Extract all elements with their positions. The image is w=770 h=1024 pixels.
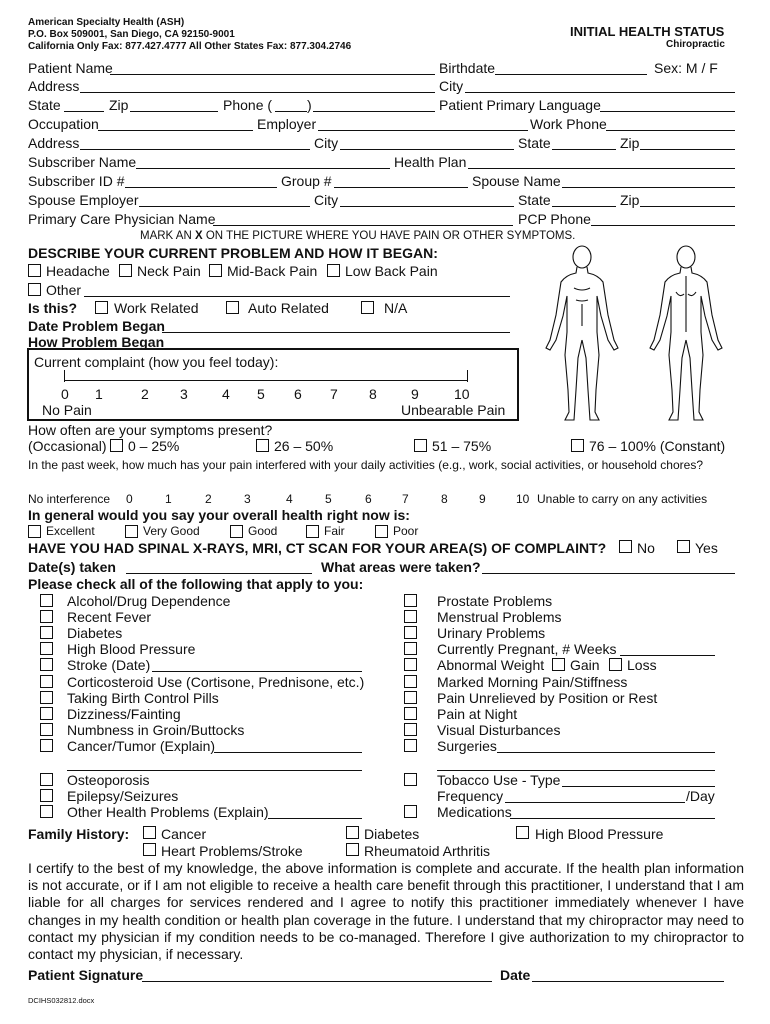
org-address: P.O. Box 509001, San Diego, CA 92150-9001: [28, 29, 235, 40]
imaging-yes-checkbox[interactable]: [677, 540, 690, 553]
cond-cancer-explain-input[interactable]: [214, 752, 362, 753]
spouse-name-input[interactable]: [562, 187, 735, 188]
health-very-good-label: Very Good: [143, 524, 200, 538]
health-plan-input[interactable]: [468, 168, 735, 169]
group-label: Group #: [281, 173, 332, 189]
mid-back-pain-checkbox[interactable]: [209, 264, 222, 277]
interference-low-label: No interference: [28, 492, 111, 506]
problem-heading: DESCRIBE YOUR CURRENT PROBLEM AND HOW IT BEGAN:: [28, 245, 438, 261]
cond-abnormal-weight-checkbox[interactable]: [404, 658, 417, 671]
spouse-state-label: State: [518, 192, 551, 208]
health-fair-checkbox[interactable]: [306, 525, 319, 538]
sex-label: Sex: M / F: [654, 60, 718, 76]
subscriber-id-input[interactable]: [125, 187, 277, 188]
interference-high-label: Unable to carry on any activities: [537, 492, 708, 506]
work-related-checkbox[interactable]: [95, 301, 108, 314]
dates-taken-label: Date(s) taken: [28, 559, 116, 575]
cond-birth-control-checkbox[interactable]: [40, 691, 53, 704]
cond-cancer-explain-input-2[interactable]: [67, 770, 362, 771]
health-poor-label: Poor: [393, 524, 419, 538]
headache-label: Headache: [46, 263, 110, 279]
cond-dizziness-checkbox[interactable]: [40, 707, 53, 720]
cond-tobacco-label: Tobacco Use - Type: [437, 772, 561, 788]
date-began-input[interactable]: [162, 332, 510, 333]
health-very-good-checkbox[interactable]: [125, 525, 138, 538]
pain-scale-label: Current complaint (how you feel today):: [34, 354, 279, 370]
cond-corticosteroid-checkbox[interactable]: [40, 675, 53, 688]
pain-scale-line[interactable]: [64, 380, 468, 381]
occupation-input[interactable]: [98, 130, 253, 131]
cond-osteoporosis-label: Osteoporosis: [67, 772, 150, 788]
state-label: State: [28, 97, 61, 113]
dates-taken-input[interactable]: [126, 573, 312, 574]
cond-epilepsy-checkbox[interactable]: [40, 789, 53, 802]
work-phone-input[interactable]: [606, 130, 735, 131]
spouse-zip-label: Zip: [620, 192, 640, 208]
family-rheumatoid-checkbox[interactable]: [346, 843, 359, 856]
date-began-label: Date Problem Began: [28, 318, 165, 334]
cond-cancer-label: Cancer/Tumor (Explain): [67, 738, 216, 754]
cond-prostate-checkbox[interactable]: [404, 594, 417, 607]
patient-name-input[interactable]: [110, 74, 435, 75]
pain-num-2[interactable]: 2: [141, 386, 149, 402]
form-title: INITIAL HEALTH STATUS: [570, 24, 725, 39]
interference-num-6[interactable]: 6: [365, 492, 372, 506]
employer-label: Employer: [257, 116, 317, 132]
freq-26-50-label: 26 – 50%: [274, 438, 334, 454]
cond-surgeries-input-2[interactable]: [437, 770, 715, 771]
cond-fever-label: Recent Fever: [67, 609, 152, 625]
family-diabetes-label: Diabetes: [364, 826, 420, 842]
auto-related-checkbox[interactable]: [226, 301, 239, 314]
auto-related-label: Auto Related: [248, 300, 329, 316]
address-input[interactable]: [80, 92, 435, 93]
employer-state-input[interactable]: [552, 149, 616, 150]
certification-text: I certify to the best of my knowledge, the above information is complete and accurate. If the health plan information is not accurate, or if I am not eligible to receive a health care benefit through this practitioner, I understand that I am liable for all charges for services rendered and I agree to notify this practitioner immediately whenever I have changes in my health condition or health plan coverage in the future. I understand that my chiropractor may need to contact my physician if my condition needs to be co-managed. Therefore I give authorization to my chiropractor to contact my physician, if necessary.: [28, 860, 744, 963]
phone-close: ): [307, 97, 312, 113]
cond-pain-night-label: Pain at Night: [437, 706, 518, 722]
cond-alcohol-label: Alcohol/Drug Dependence: [67, 593, 231, 609]
signature-input[interactable]: [142, 981, 492, 982]
family-heart-checkbox[interactable]: [143, 843, 156, 856]
health-good-checkbox[interactable]: [230, 525, 243, 538]
interference-num-0[interactable]: 0: [126, 492, 133, 506]
health-poor-checkbox[interactable]: [375, 525, 388, 538]
cond-pregnant-weeks-input[interactable]: [620, 655, 715, 656]
interference-num-7[interactable]: 7: [402, 492, 409, 506]
spouse-zip-input[interactable]: [640, 206, 735, 207]
neck-pain-checkbox[interactable]: [119, 264, 132, 277]
cond-tobacco-type-input[interactable]: [562, 786, 715, 787]
pcp-phone-input[interactable]: [591, 225, 735, 226]
cond-per-day-label: /Day: [686, 788, 715, 804]
pain-low-label: No Pain: [42, 402, 92, 418]
low-back-pain-label: Low Back Pain: [345, 263, 438, 279]
pain-num-8[interactable]: 8: [369, 386, 377, 402]
interference-question: In the past week, how much has your pain interfered with your daily activities (e.g., work, social activities, or household chores?: [28, 458, 703, 472]
cond-medications-checkbox[interactable]: [404, 805, 417, 818]
health-plan-label: Health Plan: [394, 154, 467, 170]
pain-num-6[interactable]: 6: [294, 386, 302, 402]
body-back-figure: [650, 246, 722, 420]
cond-numbness-label: Numbness in Groin/Buttocks: [67, 722, 245, 738]
spouse-city-input[interactable]: [340, 206, 514, 207]
cond-diabetes-checkbox[interactable]: [40, 626, 53, 639]
phone-label: Phone (: [223, 97, 273, 113]
employer-address-label: Address: [28, 135, 80, 151]
employer-zip-input[interactable]: [640, 149, 735, 150]
na-checkbox[interactable]: [361, 301, 374, 314]
cond-hbp-label: High Blood Pressure: [67, 641, 196, 657]
cond-surgeries-label: Surgeries: [437, 738, 497, 754]
subscriber-name-input[interactable]: [136, 168, 390, 169]
pain-scale-right-tick: [467, 370, 468, 382]
cond-urinary-checkbox[interactable]: [404, 626, 417, 639]
phone-area-input[interactable]: [275, 111, 307, 112]
occupation-label: Occupation: [28, 116, 99, 132]
cond-dizziness-label: Dizziness/Fainting: [67, 706, 181, 722]
work-phone-label: Work Phone: [530, 116, 607, 132]
cond-other-health-label: Other Health Problems (Explain): [67, 804, 269, 820]
interference-num-2[interactable]: 2: [205, 492, 212, 506]
freq-51-75-checkbox[interactable]: [414, 439, 427, 452]
cond-abnormal-weight-label: Abnormal Weight: [437, 657, 545, 673]
freq-76-100-checkbox[interactable]: [571, 439, 584, 452]
pain-num-10[interactable]: 10: [454, 386, 470, 402]
cond-pregnant-label: Currently Pregnant, # Weeks: [437, 641, 617, 657]
cond-menstrual-label: Menstrual Problems: [437, 609, 562, 625]
org-fax: California Only Fax: 877.427.4777 All Other States Fax: 877.304.2746: [28, 41, 352, 52]
employer-zip-label: Zip: [620, 135, 640, 151]
org-name: American Specialty Health (ASH): [28, 17, 185, 28]
cond-stroke-checkbox[interactable]: [40, 658, 53, 671]
cond-hbp-checkbox[interactable]: [40, 642, 53, 655]
spouse-employer-label: Spouse Employer: [28, 192, 139, 208]
signature-date-input[interactable]: [532, 981, 724, 982]
mark-instruction: MARK AN X ON THE PICTURE WHERE YOU HAVE PAIN OR OTHER SYMPTOMS.: [140, 230, 576, 242]
cond-fever-checkbox[interactable]: [40, 610, 53, 623]
areas-taken-input[interactable]: [482, 573, 735, 574]
imaging-yes-label: Yes: [695, 540, 718, 556]
signature-label: Patient Signature: [28, 967, 144, 983]
form-subtitle: Chiropractic: [666, 39, 725, 50]
zip-label: Zip: [109, 97, 129, 113]
employer-city-input[interactable]: [340, 149, 514, 150]
state-input[interactable]: [64, 111, 104, 112]
other-input[interactable]: [84, 296, 510, 297]
pain-num-7[interactable]: 7: [330, 386, 338, 402]
spouse-name-label: Spouse Name: [472, 173, 561, 189]
city-input[interactable]: [465, 92, 735, 93]
pain-scale-left-tick: [64, 370, 65, 382]
cond-weight-gain-label: Gain: [570, 657, 600, 673]
pcp-phone-label: PCP Phone: [518, 211, 591, 227]
cond-frequency-label: Frequency: [437, 788, 504, 804]
cond-visual-checkbox[interactable]: [404, 723, 417, 736]
imaging-question: HAVE YOU HAD SPINAL X-RAYS, MRI, CT SCAN FOR YOUR AREA(S) OF COMPLAINT?: [28, 540, 607, 556]
interference-num-8[interactable]: 8: [441, 492, 448, 506]
employer-input[interactable]: [318, 130, 528, 131]
family-cancer-checkbox[interactable]: [143, 826, 156, 839]
cond-other-health-checkbox[interactable]: [40, 805, 53, 818]
employer-city-label: City: [314, 135, 339, 151]
phone-input[interactable]: [313, 111, 435, 112]
family-rheumatoid-label: Rheumatoid Arthritis: [364, 843, 491, 859]
interference-num-9[interactable]: 9: [479, 492, 486, 506]
employer-address-input[interactable]: [80, 149, 310, 150]
imaging-no-label: No: [637, 540, 655, 556]
group-input[interactable]: [334, 187, 468, 188]
cond-menstrual-checkbox[interactable]: [404, 610, 417, 623]
areas-taken-label: What areas were taken?: [321, 559, 481, 575]
freq-26-50-checkbox[interactable]: [256, 439, 269, 452]
cond-pain-unrelieved-label: Pain Unrelieved by Position or Rest: [437, 690, 658, 706]
how-began-label: How Problem Began: [28, 334, 165, 350]
health-good-label: Good: [248, 524, 278, 538]
health-fair-label: Fair: [324, 524, 345, 538]
cond-prostate-label: Prostate Problems: [437, 593, 553, 609]
cond-visual-label: Visual Disturbances: [437, 722, 561, 738]
family-cancer-label: Cancer: [161, 826, 207, 842]
freq-0-25-checkbox[interactable]: [110, 439, 123, 452]
interference-num-5[interactable]: 5: [325, 492, 332, 506]
spouse-employer-input[interactable]: [139, 206, 310, 207]
cond-cancer-checkbox[interactable]: [40, 739, 53, 752]
cond-stroke-label: Stroke (Date): [67, 657, 151, 673]
low-back-pain-checkbox[interactable]: [327, 264, 340, 277]
interference-num-3[interactable]: 3: [244, 492, 251, 506]
general-health-question: In general would you say your overall health right now is:: [28, 507, 410, 523]
pain-num-3[interactable]: 3: [180, 386, 188, 402]
health-excellent-label: Excellent: [46, 524, 95, 538]
birthdate-input[interactable]: [495, 74, 647, 75]
other-checkbox[interactable]: [28, 283, 41, 296]
cond-morning-pain-label: Marked Morning Pain/Stiffness: [437, 674, 628, 690]
family-hbp-checkbox[interactable]: [516, 826, 529, 839]
cond-tobacco-checkbox[interactable]: [404, 773, 417, 786]
frequency-question: How often are your symptoms present?: [28, 422, 273, 438]
patient-name-label: Patient Name: [28, 60, 113, 76]
body-diagram[interactable]: [536, 240, 746, 425]
pcp-name-input[interactable]: [213, 225, 513, 226]
interference-num-1[interactable]: 1: [165, 492, 172, 506]
cond-alcohol-checkbox[interactable]: [40, 594, 53, 607]
language-label: Patient Primary Language: [439, 97, 601, 113]
cond-corticosteroid-label: Corticosteroid Use (Cortisone, Prednisone, etc.): [67, 674, 365, 690]
cond-weight-gain-checkbox[interactable]: [552, 658, 565, 671]
cond-other-health-input[interactable]: [268, 818, 362, 819]
pcp-name-label: Primary Care Physician Name: [28, 211, 216, 227]
interference-num-10[interactable]: 10: [516, 492, 530, 506]
na-label: N/A: [384, 300, 408, 316]
cond-weight-loss-checkbox[interactable]: [609, 658, 622, 671]
pain-num-4[interactable]: 4: [222, 386, 230, 402]
family-heart-label: Heart Problems/Stroke: [161, 843, 303, 859]
cond-diabetes-label: Diabetes: [67, 625, 123, 641]
spouse-city-label: City: [314, 192, 339, 208]
language-input[interactable]: [600, 111, 735, 112]
pain-num-5[interactable]: 5: [257, 386, 265, 402]
body-front-figure: [546, 246, 618, 420]
footer-doc-id: DCIHS032812.docx: [28, 996, 95, 1005]
city-label: City: [439, 78, 464, 94]
mid-back-pain-label: Mid-Back Pain: [227, 263, 318, 279]
cond-medications-label: Medications: [437, 804, 512, 820]
is-this-label: Is this?: [28, 300, 78, 316]
other-label: Other: [46, 282, 82, 298]
birthdate-label: Birthdate: [439, 60, 496, 76]
cond-medications-input[interactable]: [510, 818, 715, 819]
cond-pregnant-checkbox[interactable]: [404, 642, 417, 655]
neck-pain-label: Neck Pain: [137, 263, 201, 279]
spouse-state-input[interactable]: [552, 206, 616, 207]
subscriber-name-label: Subscriber Name: [28, 154, 137, 170]
zip-input[interactable]: [130, 111, 218, 112]
pain-num-1[interactable]: 1: [95, 386, 103, 402]
employer-state-label: State: [518, 135, 551, 151]
imaging-no-checkbox[interactable]: [619, 540, 632, 553]
cond-morning-pain-checkbox[interactable]: [404, 675, 417, 688]
freq-51-75-label: 51 – 75%: [432, 438, 492, 454]
cond-surgeries-checkbox[interactable]: [404, 739, 417, 752]
pain-num-0[interactable]: 0: [61, 386, 69, 402]
family-diabetes-checkbox[interactable]: [346, 826, 359, 839]
cond-stroke-date-input[interactable]: [152, 671, 362, 672]
cond-surgeries-input[interactable]: [497, 752, 715, 753]
address-label: Address: [28, 78, 80, 94]
cond-weight-loss-label: Loss: [627, 657, 657, 673]
conditions-heading: Please check all of the following that apply to you:: [28, 576, 364, 592]
health-excellent-checkbox[interactable]: [28, 525, 41, 538]
cond-epilepsy-label: Epilepsy/Seizures: [67, 788, 179, 804]
pain-num-9[interactable]: 9: [411, 386, 419, 402]
signature-date-label: Date: [500, 967, 531, 983]
cond-pain-unrelieved-checkbox[interactable]: [404, 691, 417, 704]
cond-pain-night-checkbox[interactable]: [404, 707, 417, 720]
frequency-occasional: (Occasional): [28, 438, 107, 454]
cond-numbness-checkbox[interactable]: [40, 723, 53, 736]
subscriber-id-label: Subscriber ID #: [28, 173, 125, 189]
interference-num-4[interactable]: 4: [286, 492, 293, 506]
family-hbp-label: High Blood Pressure: [535, 826, 664, 842]
cond-frequency-input[interactable]: [505, 802, 685, 803]
cond-osteoporosis-checkbox[interactable]: [40, 773, 53, 786]
headache-checkbox[interactable]: [28, 264, 41, 277]
pain-high-label: Unbearable Pain: [401, 402, 506, 418]
cond-birth-control-label: Taking Birth Control Pills: [67, 690, 219, 706]
family-history-label: Family History:: [28, 826, 130, 842]
work-related-label: Work Related: [114, 300, 199, 316]
cond-urinary-label: Urinary Problems: [437, 625, 546, 641]
freq-0-25-label: 0 – 25%: [128, 438, 180, 454]
freq-76-100-label: 76 – 100% (Constant): [589, 438, 726, 454]
